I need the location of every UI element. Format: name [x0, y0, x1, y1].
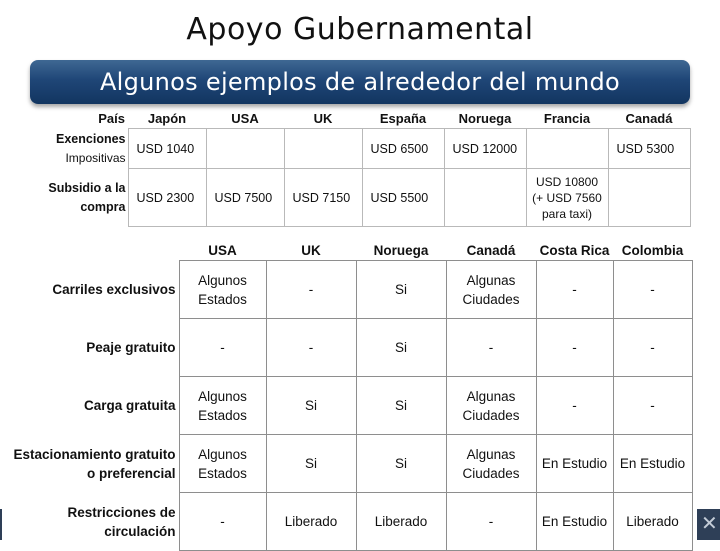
row-label — [0, 319, 179, 377]
table-cell — [356, 377, 446, 435]
row-label-line: Subsidio a la — [48, 180, 126, 195]
cell-line: Si — [394, 340, 407, 355]
table-cell — [356, 493, 446, 551]
cell-line: En Estudio — [541, 514, 608, 529]
cell-line: Algunos — [198, 446, 247, 462]
table-cell — [266, 377, 356, 435]
row-label-line: Carga gratuita — [83, 398, 176, 413]
policies-table — [0, 240, 693, 551]
table-cell — [266, 319, 356, 377]
table-cell — [613, 261, 692, 319]
cell-line: - — [572, 398, 577, 413]
table-cell — [536, 261, 613, 319]
table-row — [30, 129, 690, 169]
table-cell — [536, 493, 613, 551]
table-cell: USD 7150 — [284, 169, 362, 227]
cell-line: Estados — [198, 407, 247, 423]
policies-table-body — [0, 261, 692, 551]
cell-line: Liberado — [284, 514, 338, 529]
table1-header-noruega: Noruega — [458, 110, 512, 126]
table-cell: USD 1040 — [128, 129, 206, 169]
cell-line: - — [308, 340, 314, 355]
table-cell — [266, 493, 356, 551]
table2-header-costa-rica: Costa Rica — [539, 242, 610, 258]
cell-line: Ciudades — [462, 291, 520, 307]
table-cell — [526, 129, 608, 169]
table1-corner-header: País — [98, 110, 125, 126]
table-cell: USD 6500 — [362, 129, 444, 169]
table2-header-usa: USA — [208, 242, 237, 258]
table2-header-uk: UK — [301, 242, 321, 258]
row-label-exenciones — [30, 129, 128, 169]
row-label-line: Carriles exclusivos — [52, 282, 176, 297]
row-label-line: Estacionamiento gratuito — [13, 446, 176, 462]
cell-line: - — [308, 282, 314, 297]
table-row — [0, 261, 692, 319]
table-cell — [446, 377, 536, 435]
cell-line: Si — [394, 456, 407, 471]
table2-corner-header — [0, 240, 179, 261]
cell-line: Algunas — [466, 446, 516, 462]
table-row — [30, 169, 690, 227]
table-cell — [206, 129, 284, 169]
table-row — [0, 319, 692, 377]
cell-line: - — [650, 340, 655, 355]
row-label-line: Impositivas — [65, 150, 126, 165]
cell-line: Si — [394, 398, 407, 413]
incentives-table — [30, 108, 691, 227]
cell-line: Liberado — [626, 514, 679, 529]
table-cell — [446, 493, 536, 551]
table2-header-noruega: Noruega — [373, 242, 429, 258]
table-row — [0, 377, 692, 435]
table-cell — [179, 435, 266, 493]
corner-logo — [697, 509, 720, 540]
table-cell — [179, 261, 266, 319]
cell-line: - — [572, 282, 577, 297]
row-label-line: Peaje gratuito — [86, 340, 176, 355]
table-row — [0, 493, 692, 551]
table-cell — [179, 319, 266, 377]
table-cell — [446, 261, 536, 319]
row-label — [0, 261, 179, 319]
cell-line: USD 10800 — [535, 174, 599, 189]
table-cell — [444, 169, 526, 227]
table-cell — [536, 435, 613, 493]
row-label — [0, 435, 179, 493]
table-cell — [608, 169, 690, 227]
table-cell-francia-subsidio — [526, 169, 608, 227]
row-label-subsidio — [30, 169, 128, 227]
cell-line: (+ USD 7560 — [532, 190, 602, 205]
cell-line: Liberado — [374, 514, 428, 529]
slide-title: Apoyo Gubernamental — [186, 12, 534, 47]
table1-header-francia: Francia — [543, 110, 591, 126]
table-row — [0, 435, 692, 493]
table1-header-usa: USA — [231, 110, 259, 126]
table-cell — [284, 129, 362, 169]
table-cell — [356, 261, 446, 319]
table-cell — [356, 319, 446, 377]
table-cell — [179, 377, 266, 435]
cell-line: - — [650, 398, 655, 413]
left-edge-bar — [0, 509, 2, 540]
cell-line: - — [572, 340, 577, 355]
cell-line: Estados — [198, 291, 247, 307]
x-mark-icon: ✕ — [701, 513, 718, 535]
table1-header-uk: UK — [313, 110, 333, 126]
table-cell — [613, 377, 692, 435]
row-label-line: Restricciones de — [67, 504, 176, 520]
subtitle-banner: Algunos ejemplos de alrededor del mundo — [30, 60, 690, 104]
row-label-line: Exenciones — [56, 131, 126, 146]
cell-line: - — [650, 282, 655, 297]
table-cell: USD 5500 — [362, 169, 444, 227]
cell-line: - — [220, 514, 225, 529]
cell-line: Algunas — [466, 272, 516, 288]
cell-line: Ciudades — [462, 407, 520, 423]
table-cell — [446, 435, 536, 493]
table-cell: USD 12000 — [444, 129, 526, 169]
table-cell — [446, 319, 536, 377]
row-label — [0, 493, 179, 551]
cell-line: Algunos — [198, 272, 247, 288]
cell-line: En Estudio — [541, 456, 608, 471]
table-cell — [266, 261, 356, 319]
cell-line: Si — [304, 456, 317, 471]
table-cell — [356, 435, 446, 493]
table-cell — [613, 319, 692, 377]
table-cell — [266, 435, 356, 493]
table1-header-japon: Japón — [147, 110, 187, 126]
table-cell: USD 5300 — [608, 129, 690, 169]
table-cell — [536, 377, 613, 435]
row-label-line: compra — [80, 199, 126, 214]
table2-header-colombia: Colombia — [621, 242, 684, 258]
table-cell — [179, 493, 266, 551]
table-cell: USD 2300 — [128, 169, 206, 227]
table2-header-canada: Canadá — [466, 242, 516, 258]
row-label — [0, 377, 179, 435]
row-label-line: o preferencial — [86, 465, 176, 481]
cell-line: - — [488, 514, 494, 529]
cell-line: Si — [394, 282, 407, 297]
table-cell — [536, 319, 613, 377]
table1-header-canada: Canadá — [625, 110, 673, 126]
cell-line: - — [488, 340, 494, 355]
table-cell: USD 7500 — [206, 169, 284, 227]
cell-line: Si — [304, 398, 317, 413]
cell-line: Algunas — [466, 388, 516, 404]
table-cell — [613, 435, 692, 493]
cell-line: Ciudades — [462, 465, 520, 481]
cell-line: Estados — [198, 465, 247, 481]
cell-line: para taxi) — [541, 206, 593, 221]
table-cell — [613, 493, 692, 551]
cell-line: En Estudio — [619, 456, 686, 471]
table1-header-espana: España — [379, 110, 427, 126]
row-label-line: circulación — [104, 523, 176, 539]
cell-line: - — [220, 340, 225, 355]
cell-line: Algunos — [198, 388, 247, 404]
